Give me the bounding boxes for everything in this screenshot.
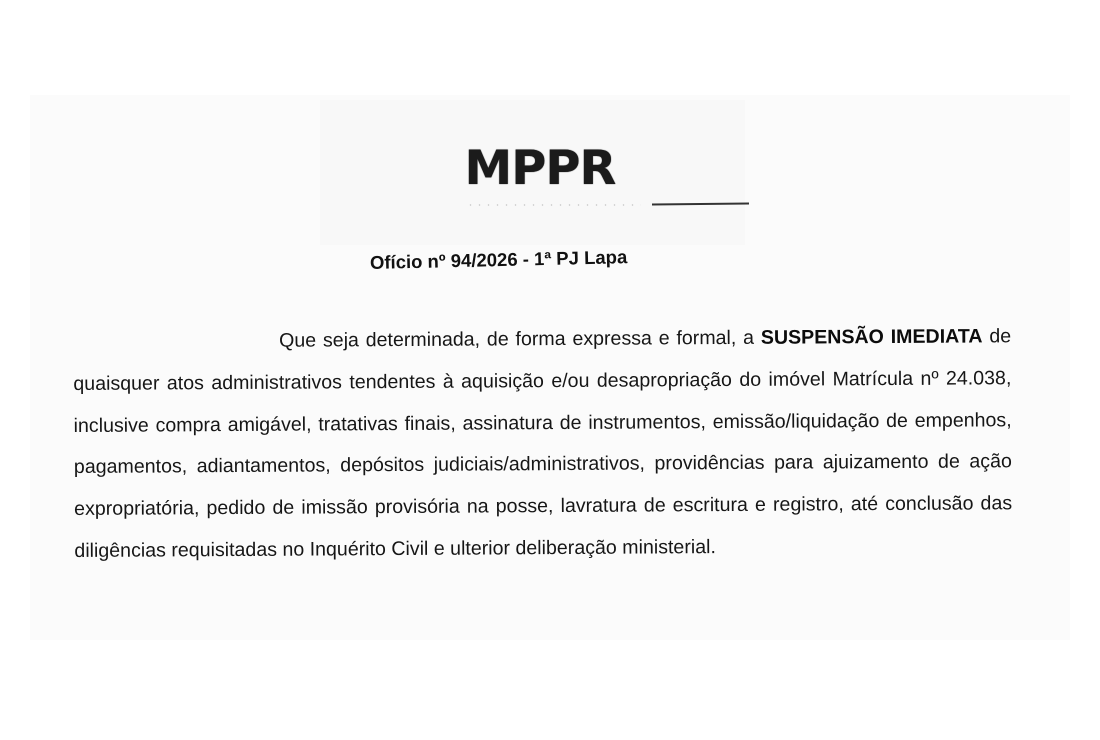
body-paragraph xyxy=(73,316,1013,573)
paragraph-intro: Que seja determinada, de forma expressa e formal, a xyxy=(279,326,761,352)
mppr-logo: MPPR xyxy=(464,141,616,196)
letterhead-dotted-line xyxy=(466,203,641,207)
paragraph-emphasis: SUSPENSÃO IMEDIATA xyxy=(760,325,983,349)
oficio-reference: Ofício nº 94/2026 - 1ª PJ Lapa xyxy=(369,246,628,273)
paragraph-rest: de quaisquer atos administrativos tendentes à aquisição e/ou desapropriação do imóvel Matrícula nº 24.038, inclusive compra amigável, tratativas finais, assinatura de instrumentos, emissão/liquidação de empenhos, pagamentos, adiantamentos, depósitos judiciais/administrativos, providências para ajuizamento de ação expropriatória, pedido de imissão provisória na posse, lavratura de escritura e registro, até conclusão das diligências requisitadas no Inquérito Civil e ulterior deliberação ministerial. xyxy=(73,325,1013,562)
